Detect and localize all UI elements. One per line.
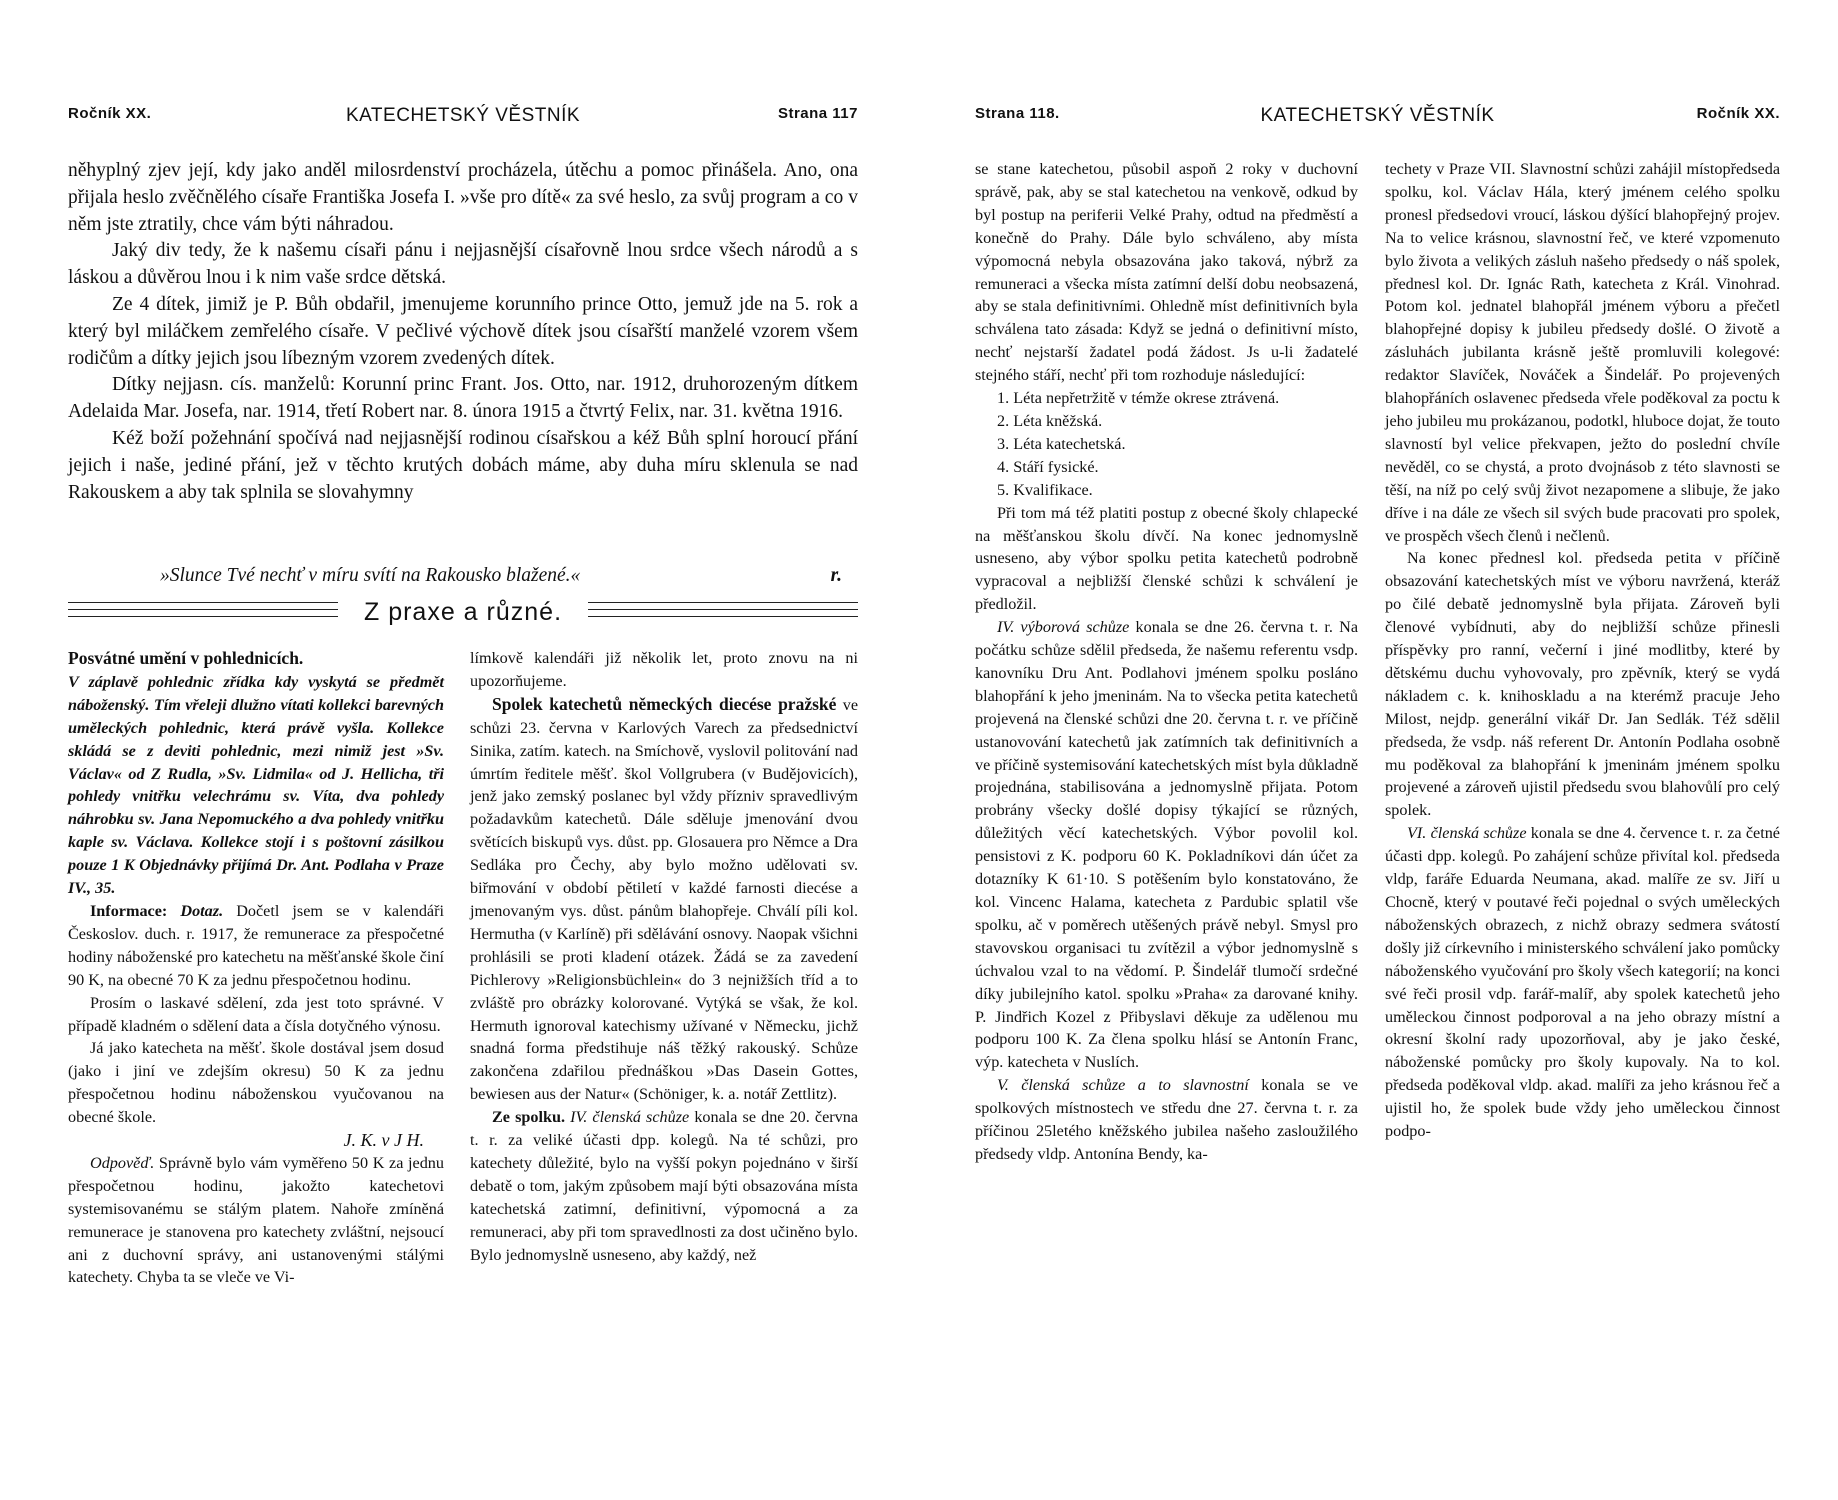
anthem-quote: »Slunce Tvé nechť v míru svítí na Rakousko blažené.« <box>160 565 581 586</box>
query-label: Dotaz. <box>180 901 224 920</box>
left-column-1 <box>68 647 444 1289</box>
meeting-label: IV. výborová schůze <box>997 618 1130 637</box>
list-item: 3. Léta katechetská. <box>997 434 1126 453</box>
paragraph: Při tom má též platiti postup z obecné školy chlapecké na měšťanskou školu dívčí. Na konec jednomyslně usneseno, aby výbor spolku petita katechetů podrobně vypracoval a nejbližší členské schůzi k schválení je předložil. <box>975 503 1358 614</box>
right-column-2 <box>1385 158 1780 1143</box>
reader-initials: J. K. v J H. <box>343 1130 424 1151</box>
answer-paragraph <box>68 1152 444 1289</box>
closing-motto-line <box>68 565 858 593</box>
info-paragraph <box>68 900 444 992</box>
spolek-label: Ze spolku. <box>492 1108 566 1127</box>
right-running-head <box>975 105 1780 135</box>
volume-label: Ročník XX. <box>68 105 152 122</box>
criteria-list <box>975 387 1358 502</box>
association-paragraph <box>470 693 858 1106</box>
paragraph: techety v Praze VII. Slavnostní schůzi zahájil místopředseda spolku, kol. Václav Hála, který jménem celého spolku pronesl předsedovi vroucí, láskou dýšící blahopřejný projev. Na to velice krásnou, slavnostní řeč, ve které vzpomenuto bylo života a velikých zásluh našeho předsedy o náš spolek, přednesl kol. Dr. Ignác Rath, katecheta z Král. Vinohrad. Potom kol. jednatel blahopřál jménem výboru a přečetl blahopřejné dopisy k jubileu předsedy došlé. O životě a zásluhách jubilanta krásně ještě promluvili kolegové: redaktor Slavíček, Nováček a Šindelář. Po projevených blahopřáních oslavenec předseda vřele poděkoval za poctu k jeho jubileu mu prokázanou, podotkl, hluboce dojat, že touto slavností byl velice překvapen, ježto do poslední chvíle nevěděl, co se chystá, a proto dvojnásob z této slavnosti se těší, na níž po celý svůj život nezapomene a slibuje, že jako dříve i na dále ze všech sil svých bude pracovati pro spolek, ve prospěch všech členů i nečlenů. <box>1385 160 1780 545</box>
meeting-paragraph <box>975 1074 1358 1166</box>
paragraph: Na konec přednesl kol. předseda petita v příčině obsazování katechetských míst ve výboru navržená, kteráž po čilé debatě jednomyslně byla přijata. Zároveň byli členové vybídnuti, aby do nejbližší schůze přinesli příspěvky pro ranní, večerní i jiné modlitby, které by dětskému duchu vyhovovaly, pro zpěvník, který se vydá nákladem c. k. knihoskladu a na kterémž pracuje Jeho Milost, nejdp. generální vikář Dr. Jan Sedlák. Též sdělil předseda, že vsdp. náš referent Dr. Antonín Podlaha osobně mu poděkoval za blahopřání k jmeninám jménem spolku projevené a zároveň ujistil předsedu svou blahovůlí pro celý spolek. <box>1385 549 1780 820</box>
paragraph: límkově kalendáři již několik let, proto znovu na ni upozorňujeme. <box>470 649 858 690</box>
paragraph: Kéž boží požehnání spočívá nad nejjasnější rodinou císařskou a kéž Bůh splní horoucí přání jejich i naše, jediné přání, jež v těchto krutých dobách máme, aby duha míru sklenula se nad Rakouskem a aby tak splnila se slovahymny <box>68 427 858 503</box>
answer-text: Správně bylo vám vyměřeno 50 K za jednu přespočetnou hodinu, jakožto katechetovi systemisovanému se stálým platem. Nahoře zmíněná remunerace je stanovena pro katechety zvláštní, nejsoucí ani z duchovní správy, ani ustanovenými stálými katechety. Chyba ta se vleče ve Vi- <box>68 1153 444 1287</box>
section-divider <box>68 592 858 640</box>
meeting-label: IV. členská schůze <box>570 1108 690 1127</box>
list-item: 4. Stáří fysické. <box>997 457 1099 476</box>
meeting-text: konala se dne 4. července t. r. za četné účasti dpp. kolegů. Po zahájení schůze přivítal kol. předseda vldp, faráře Eduarda Neumana, akad. malíře ze sv. Jiří u Chocně, který v poutavé řeči pojednal o svých uměleckých náboženských obrazech, z nichž obrazy sedmera svátostí došly již církevního i ministerského schválení jako pomůcky náboženského vyučování pro školy všech kategorií; na konci své řeči prosil vdp. farář-malíř, aby spolek katechetů jeho uměleckou činnost podporoval a na jeho obrazy místní a okresní školní rady upozorňoval, aby je jako české, náboženské pomůcky pro školy kupovaly. Na to kol. předseda poděkoval vldp. akad. malíři za jeho krásnou řeč a ujistil ho, že spolek bude vždy jeho uměleckou činnost podpo- <box>1385 824 1780 1141</box>
right-page <box>975 0 1780 1500</box>
paragraph: Jaký div tedy, že k našemu císaři pánu i nejjasnější císařovně lnou srdce všech národů a s láskou a důvěrou lnou i k nim vaše srdce dětská. <box>68 240 858 289</box>
divider-rule-right <box>588 602 858 628</box>
left-running-head <box>68 105 858 135</box>
meeting-paragraph <box>975 616 1358 1074</box>
answer-label: Odpověď. <box>90 1153 155 1172</box>
meeting-paragraph <box>1385 822 1780 1143</box>
spolek-paragraph <box>470 1106 858 1266</box>
list-item: 1. Léta nepřetržitě v témže okrese ztrávená. <box>997 389 1280 408</box>
paragraph: Prosím o laskavé sdělení, zda jest toto správné. V případě kladném o sdělení data a čísla dotyčného výnosu. <box>68 993 444 1035</box>
divider-rule-left <box>68 602 338 628</box>
right-column-1 <box>975 158 1358 1166</box>
section-title: Z praxe a různé. <box>363 598 563 626</box>
notice-text: V záplavě pohlednic zřídka kdy vyskytá se předmět náboženský. Tím vřeleji dlužno vítati kollekci barevných uměleckých pohlednic, která právě vyšla. Kollekce skládá se z deviti pohlednic, mezi nimiž jest »Sv. Václav« od Z Rudla, »Sv. Lidmila« od J. Hellicha, tři pohledy vnitřku velechrámu sv. Víta, dva pohledy náhrobku sv. Jana Nepomuckého a dva pohledy vnitřku kaple sv. Václava. Kollekce stojí i s poštovní zásilkou pouze 1 K Objednávky přijímá Dr. Ant. Podlaha v Praze IV., 35. <box>68 672 444 898</box>
list-item: 2. Léta kněžská. <box>997 411 1103 430</box>
info-label: Informace: <box>90 901 168 920</box>
paragraph: Ze 4 dítek, jimiž je P. Bůh obdařil, jmenujeme korunního prince Otto, jemuž jde na 5. rok a který byl miláčkem zemřelého císaře. V pečlivé výchově dítek jsou císařští manželé vzorem všem rodičům a dítky jejich jsou líbezným vzorem zvedených dítek. <box>68 293 858 369</box>
author-signature: r. <box>830 565 842 586</box>
article-continuation <box>68 158 858 506</box>
page-number: Strana 117 <box>777 105 858 122</box>
paragraph: Já jako katecheta na měšť. škole dostával jsem dosud (jako i jiní ve zdejším okresu) 50 K za jednu přespočetnou hodinu náboženskou vyučovanou na obecné škole. <box>68 1039 444 1127</box>
meeting-label: VI. členská schůze <box>1407 824 1527 843</box>
left-column-2 <box>470 647 858 1266</box>
journal-title: KATECHETSKÝ VĚSTNÍK <box>345 105 581 126</box>
association-text: ve schůzi 23. června v Karlových Varech za předsednictví Sinika, zatím. katech. na Smíchově, vyslovil politování nad úmrtím ředitele měšť. škol Vollgrubera (v Budějovicích), jenž jako zemský poslanec byl vždy přízniv spravedlivým požadavkům katechetů. Dále sděluje jmenování dvou světících biskupů vys. důst. pp. Glosauera pro Němce a Dra Sedláka pro Čechy, aby bylo možno udělovati sv. biřmování v období pětiletí v každé farnosti diecése a jmenovaným vys. důst. pánům blahopřeje. Chválí píli kol. Hermutha (v Karlíně) při sdělávání osnovy. Naopak všichni prohlásili se proti kladení otázek. Žádá se za zavedení Pichlerovy »Religionsbüchlein« do 3 nejnižších tříd a to zvláště pro obrázky kolorované. Vytýká se však, že kol. Hermuth ignoroval katechismy užívané v Německu, jichž snadná forma předstihuje náš těžký rakouský. Schůze zakončena zdařilou přednáškou »Das Dasein Gottes, bewiesen aus der Natur« (Schöniger, k. a. notář Zettlitz). <box>470 695 858 1104</box>
page-number: Strana 118. <box>975 105 1060 122</box>
paragraph: se stane katechetou, působil aspoň 2 roky v duchovní správě, pak, aby se stal katechetou na venkově, odkud by byl postup na periferii Velké Prahy, odtud na předměstí a konečně do Prahy. Dále bylo schváleno, aby místa výpomocná nebyla obsazována jako taková, nýbrž za remuneraci a všecka místa zatímní delší dobu neobsazená, aby se stala definitivními. Ohledně míst definitivních byla schválena tato zásada: Když se jedná o definitivní místo, nechť nejstarší žadatel podá žádost. Js u-li žadatelé stejného stáří, nechť při tom rozhoduje následující: <box>975 160 1358 385</box>
meeting-text: konala se dne 26. června t. r. Na počátku schůze sdělil předseda, že našemu referentu vsdp. kanovníku Dru Ant. Podlahovi jménem spolku posláno blahopřání k jeho jmeninám. Na to všecka petita katechetů projevená na členské schůzi dne 20. června t. r. ve příčině ustanovování katechetů jak zatímních tak definitivních a ve příčině systemisování katechetských míst byla důkladně projednána, stabilisována a jednomyslně přijata. Potom probrány všecky došlé dopisy týkající se různých, důležitých věcí katechetských. Výbor povolil kol. pensistovi z K. podporu 60 K. Pokladníkovi dán účet za dotazníky K 61·10. S potěšením bylo konstatováno, že kol. Vincenc Halama, katecheta z Pardubic splatil vše spolku, ač v poměrech utěšených právě nebyl. Smysl pro stavovskou organisaci tu zvítězil a výbor jednomyslně s úchvalou vzal to na vědomí. P. Šindelář tlumočí srdečné díky jubilejního katol. spolku »Praha« za darované knihy. P. Jindřich Kozel z Přibyslavi děkuje za udělenou mu podporu 100 K. Za člena spolku hlásí se Antonín Franc, výp. katecheta v Nuslích. <box>975 618 1359 1072</box>
notice-heading: Posvátné umění v pohlednicích. <box>68 648 304 668</box>
query-text: Dočetl jsem se v kalendáři Českoslov. duch. r. 1917, že remunerace za přespočetné hodiny náboženské pro katechetu na měšťanské škole činí 90 K, na obecné 70 K za jednu přespočetnou hodinu. <box>68 901 445 989</box>
list-item: 5. Kvalifikace. <box>997 480 1093 499</box>
paragraph: něhyplný zjev její, kdy jako anděl milosrdenství procházela, útěchu a pomoc přinášela. Ano, ona přijala heslo zvěčnělého císaře Františka Josefa I. »vše pro dítě« za své heslo, za svůj program a co v něm jste ztratily, chce vám býti náhradou. <box>68 160 858 235</box>
meeting-label: V. členská schůze a to slavnostní <box>997 1076 1249 1095</box>
journal-title: KATECHETSKÝ VĚSTNÍK <box>1260 105 1495 126</box>
left-page <box>68 0 858 1500</box>
association-heading: Spolek katechetů německých diecése pražské <box>492 693 837 714</box>
volume-label: Ročník XX. <box>1696 105 1780 122</box>
paragraph: Dítky nejjasn. cís. manželů: Korunní princ Frant. Jos. Otto, nar. 1912, druhorozeným dítkem Adelaida Mar. Josefa, nar. 1914, třetí Robert nar. 8. února 1915 a čtvrtý Felix, nar. 31. května 1916. <box>68 374 858 423</box>
spolek-text: konala se dne 20. června t. r. za veliké účasti dpp. kolegů. Na té schůzi, pro katechety důležité, bylo na vyšší pokyn pojednáno v širší debatě o tom, jakým způsobem mají býti obsazována místa katechetská zatimní, definitivní, výpomocná a za remuneraci, aby při tom spravedlnosti za dost učiněno bylo. Bylo jednomyslně usneseno, aby každý, než <box>470 1108 859 1264</box>
meeting-text: konala se ve spolkových místnostech ve středu dne 27. června t. r. za příčinou 25letého kněžského jubilea našeho zasloužilého předsedy vldp. Antonína Bendy, ka- <box>975 1076 1358 1163</box>
